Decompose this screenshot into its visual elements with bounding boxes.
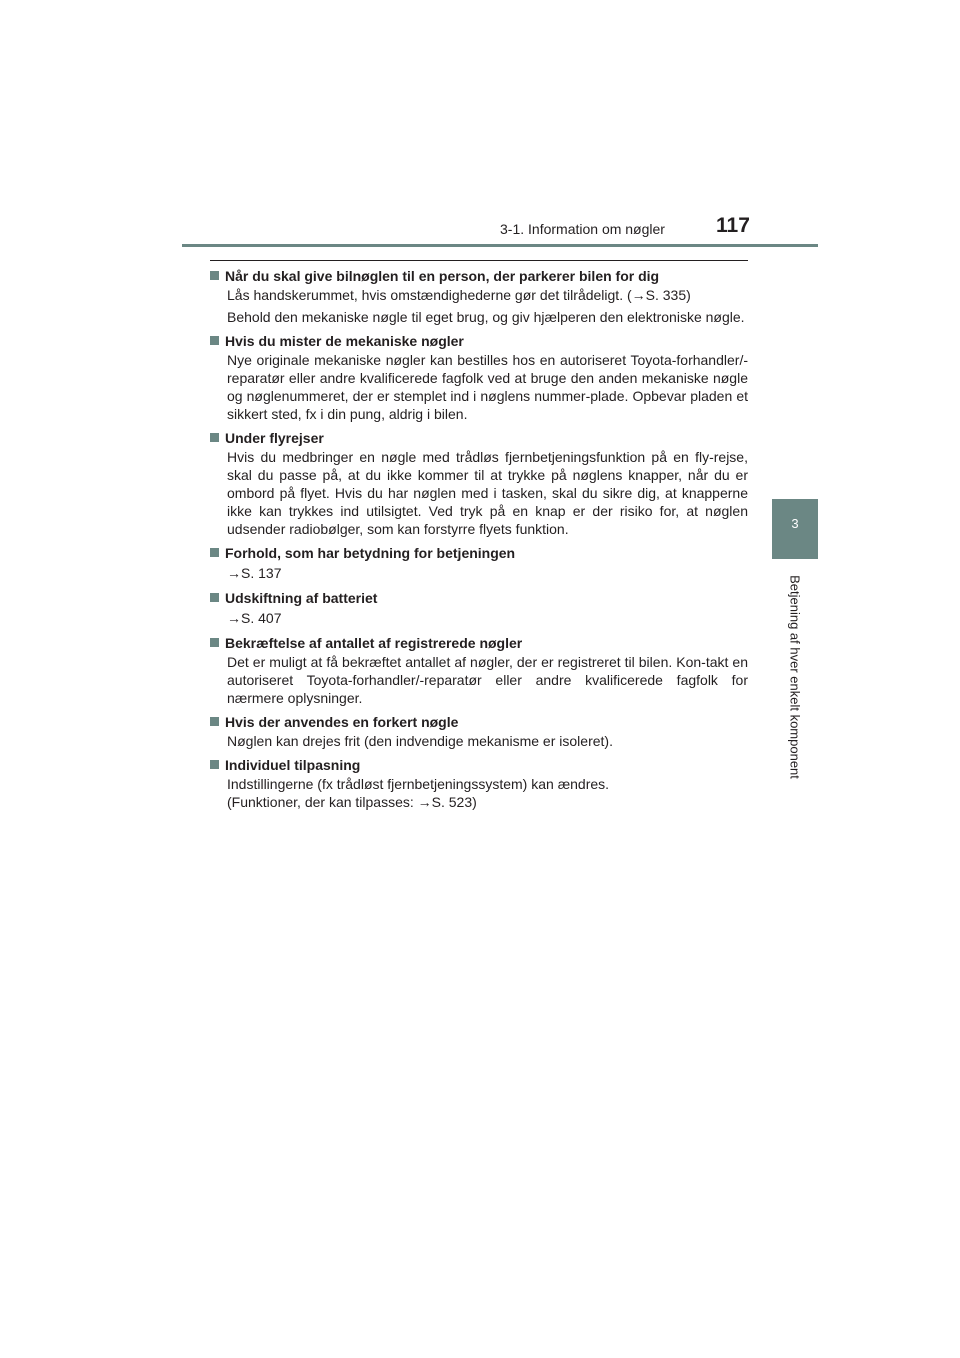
- square-bullet-icon: [210, 593, 219, 602]
- section-customization: [210, 755, 748, 811]
- section-heading: [210, 712, 748, 732]
- section-heading-text: Hvis du mister de mekaniske nøgler: [225, 333, 464, 349]
- page-reference: →S. 407: [227, 610, 282, 626]
- section-heading: [210, 331, 748, 351]
- section-heading: [210, 633, 748, 653]
- section-heading-text: Når du skal give bilnøglen til en person, der parkerer bilen for dig: [225, 268, 660, 284]
- section-paragraph: Lås handskerummet, hvis omstændighederne gør det tilrådeligt. (→S. 335): [227, 287, 691, 303]
- section-paragraph: Behold den mekaniske nøgle til eget brug, og giv hjælperen den elektroniske nøgle.: [227, 309, 745, 325]
- section-valet: [210, 266, 748, 326]
- section-registered-keys: [210, 633, 748, 707]
- section-paragraph: Indstillingerne (fx trådløst fjernbetjeningssystem) kan ændres.: [227, 776, 610, 792]
- content-top-rule: [210, 260, 748, 261]
- section-heading: [210, 543, 748, 563]
- section-operation-conditions: [210, 543, 748, 583]
- square-bullet-icon: [210, 336, 219, 345]
- section-heading: [210, 588, 748, 608]
- section-heading-text: Hvis der anvendes en forkert nøgle: [225, 714, 459, 730]
- section-heading-text: Under flyrejser: [225, 430, 324, 446]
- section-paragraph: Det er muligt at få bekræftet antallet af nøgler, der er registreret til bilen. Kon-takt en autoriseret Toyota-forhandler/-reparatør eller andre kvalificerede fagfolk for nærmere oplysninger.: [227, 654, 748, 706]
- section-paragraph: Nye originale mekaniske nøgler kan bestilles hos en autoriseret Toyota-forhandler/-reparatør eller andre kvalificerede fagfolk ved at bruge den anden mekaniske nøgle og nøglenummeret, der er stemplet ind i nøglens nummer-plade. Opbevar pladen et sikkert sted, fx i din pung, aldrig i bilen.: [227, 352, 748, 422]
- square-bullet-icon: [210, 760, 219, 769]
- square-bullet-icon: [210, 638, 219, 647]
- section-heading: [210, 266, 748, 286]
- section-lost-keys: [210, 331, 748, 423]
- section-heading-text: Udskiftning af batteriet: [225, 590, 378, 606]
- main-content: [210, 266, 748, 816]
- section-paragraph: (Funktioner, der kan tilpasses: →S. 523): [227, 794, 477, 810]
- section-heading-text: Bekræftelse af antallet af registrerede nøgler: [225, 635, 523, 651]
- chapter-side-label: Betjening af hver enkelt komponent: [787, 575, 803, 779]
- header-title: 3-1. Information om nøgler: [500, 221, 665, 237]
- chapter-tab-number: 3: [791, 516, 799, 531]
- square-bullet-icon: [210, 433, 219, 442]
- section-heading: [210, 755, 748, 775]
- section-air-travel: [210, 428, 748, 538]
- square-bullet-icon: [210, 717, 219, 726]
- page-reference: →S. 137: [227, 565, 282, 581]
- section-heading-text: Forhold, som har betydning for betjeningen: [225, 545, 516, 561]
- section-paragraph: Hvis du medbringer en nøgle med trådløs fjernbetjeningsfunktion på en fly-rejse, skal du passe på, at du ikke kommer til at trykke på nøglens knapper, når du er ombord på flyet. Hvis du har nøglen med i tasken, skal du sikre dig, at knapperne ikke kan trykkes ind utilsigtet. Ved tryk på en knap er der risiko for, at nøglen udsender radiobølger, som kan forstyrre flyets funktion.: [227, 449, 748, 537]
- section-paragraph: Nøglen kan drejes frit (den indvendige mekanisme er isoleret).: [227, 733, 613, 749]
- section-wrong-key: [210, 712, 748, 750]
- section-heading: [210, 428, 748, 448]
- square-bullet-icon: [210, 271, 219, 280]
- section-battery: [210, 588, 748, 628]
- page-number: 117: [716, 214, 750, 237]
- section-heading-text: Individuel tilpasning: [225, 757, 361, 773]
- square-bullet-icon: [210, 548, 219, 557]
- header-divider: [182, 244, 818, 247]
